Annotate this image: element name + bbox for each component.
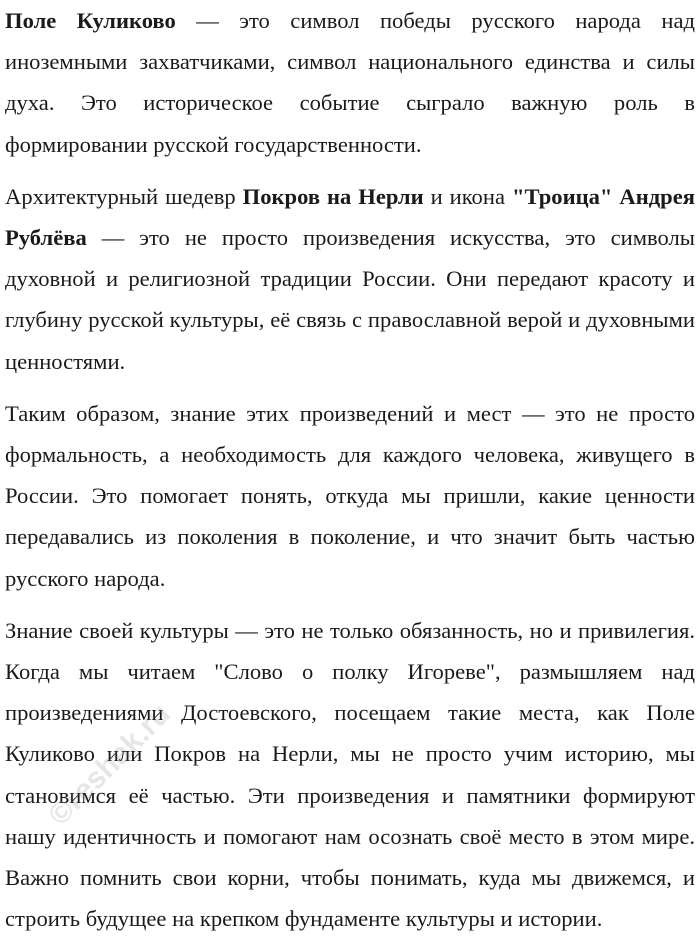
paragraph-text: — это не просто произведения искусства, это символы духовной и религиозной традиции России. Они передают красоту и глубину русской культуры, её связь с православной верой и духовными ценностями.	[5, 225, 695, 374]
term-pole-kulikovo: Поле Куликово	[5, 8, 176, 33]
paragraph-pokrov-troitsa	[5, 176, 695, 382]
svg-text:©reshak.ru: ©reshak.ru	[42, 697, 177, 832]
document-body	[5, 0, 695, 950]
term-pokrov-na-nerli: Покров на Нерли	[242, 183, 424, 209]
paragraph-kulikovo	[5, 0, 695, 165]
paragraph-text: — это символ победы русского народа над иноземными захватчиками, символ национального единства и силы духа. Это историческое событие сыграло важную роль в формировании русской государственности.	[5, 8, 695, 157]
paragraph-text: Знание своей культуры — это не только обязанность, но и привилегия. Когда мы читаем "Слово о полку Игореве", размышляем над произведениями Достоевского, посещаем такие места, как Поле Куликово или Покров на Нерли, мы не просто учим историю, мы становимся её частью. Эти произведения и памятники формируют нашу идентичность и помогают нам осознать своё место в этом мире. Важно помнить свои корни, чтобы понимать, куда мы движемся, и строить будущее на крепком фундаменте культуры и истории.	[5, 617, 695, 932]
paragraph-text: и икона	[423, 183, 512, 209]
paragraph-conclusion	[5, 393, 695, 599]
paragraph-text: Таким образом, знание этих произведений и мест — это не просто формальность, а необходимость для каждого человека, живущего в России. Это помогает понять, откуда мы пришли, какие ценности передавались из поколения в поколение, и что значит быть частью русского народа.	[5, 400, 695, 591]
paragraph-culture-knowledge	[5, 610, 695, 940]
term-troitsa-rubleva: "Троица" Андрея Рублёва	[5, 183, 695, 251]
paragraph-text: Архитектурный шедевр	[5, 183, 243, 209]
